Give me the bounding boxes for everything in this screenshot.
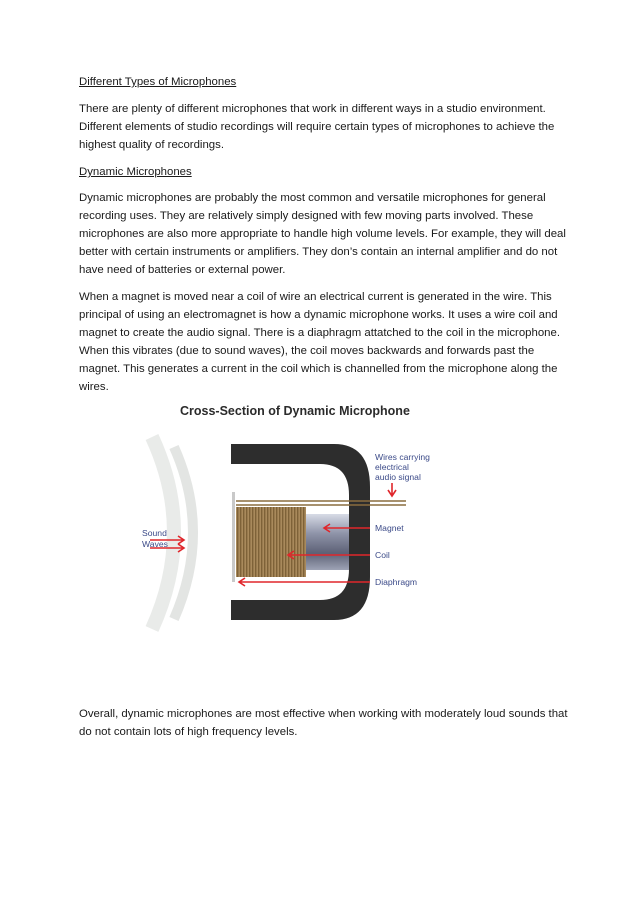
intro-paragraph: There are plenty of different microphones that work in different ways in a studio environment. Different elements of studio recordings will require certain types of microphones to achieve the highest quality of recordings.: [79, 103, 555, 151]
label-coil: Coil: [375, 550, 390, 560]
dynamic-paragraph-2: When a magnet is moved near a coil of wire an electrical current is generated in the wire. This principal of using an electromagnet is how a dynamic microphone works. It uses a wire coil and magnet to create the audio signal. There is a diaphragm attatched to the coil in the microphone. When this vibrates (due to sound waves), the coil moves backwards and forwards past the magnet. This generates a current in the coil which is channelled from the microphone along the wires.: [79, 291, 561, 393]
label-wires-line3: audio signal: [375, 472, 421, 482]
label-wires-line1: Wires carrying: [375, 452, 430, 462]
label-sound-line1: Sound: [142, 528, 167, 538]
section-heading-dynamic: Dynamic Microphones: [79, 166, 192, 178]
label-diaphragm: Diaphragm: [375, 577, 418, 587]
diagram-title: Cross-Section of Dynamic Microphone: [180, 404, 410, 418]
diagram-svg: [138, 397, 468, 657]
diaphragm: [232, 492, 235, 582]
coil: [236, 507, 306, 577]
dynamic-paragraph-1: Dynamic microphones are probably the most common and versatile microphones for general recording uses. They are relatively simply designed with few moving parts involved. These microphones are also more appropriate to handle high volume levels. For example, they will deal better with certain instruments or amplifiers. They don’s contain an internal amplifier and do not have need of batteries or external power.: [79, 192, 566, 276]
wires-arrow: [388, 483, 396, 496]
label-sound-line2: Waves: [142, 539, 168, 549]
label-magnet: Magnet: [375, 523, 404, 533]
microphone-cross-section-diagram: [138, 397, 468, 657]
document-title: Different Types of Microphones: [79, 76, 237, 88]
label-wires-line2: electrical: [375, 462, 409, 472]
conclusion-paragraph: Overall, dynamic microphones are most effective when working with moderately loud sounds that do not contain lots of high frequency levels.: [79, 708, 568, 738]
